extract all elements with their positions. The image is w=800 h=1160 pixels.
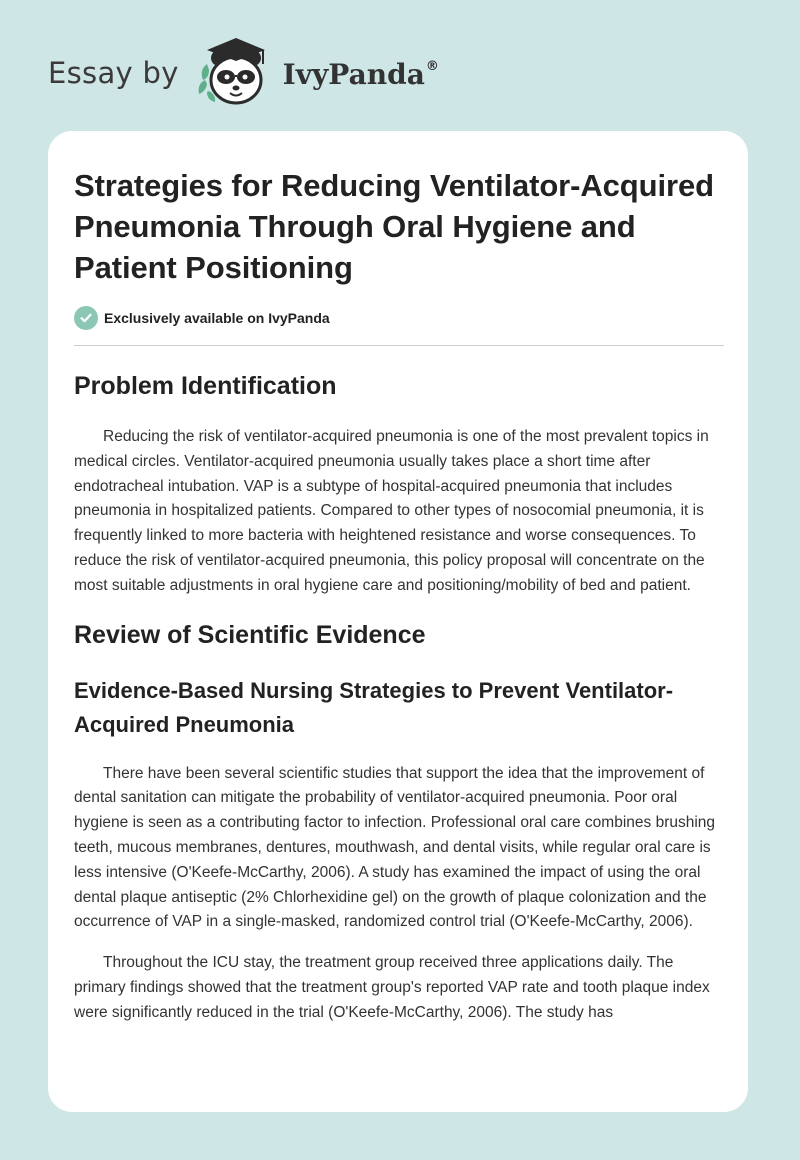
brand-name[interactable]: IvyPanda® bbox=[282, 57, 439, 91]
essay-by-label: Essay by bbox=[48, 56, 179, 90]
panda-logo-icon[interactable] bbox=[193, 34, 279, 108]
subsection-heading-strategies: Evidence-Based Nursing Strategies to Prevent Ventilator-Acquired Pneumonia bbox=[74, 677, 674, 737]
essay-content bbox=[74, 165, 724, 1026]
essay-title: Strategies for Reducing Ventilator-Acquired Pneumonia Through Oral Hygiene and Patient Positioning bbox=[74, 168, 714, 285]
paragraph-problem: Reducing the risk of ventilator-acquired pneumonia is one of the most prevalent topics in medical circles. Ventilator-acquired pneumonia usually takes place a short time after endotracheal intubation. VAP is a subtype of hospital-acquired pneumonia that includes pneumonia in hospitalized patients. Compared to other types of nosocomial pneumonia, it is frequently linked to more bacteria with heightened resistance and worse consequences. To reduce the risk of ventilator-acquired pneumonia, this policy proposal will concentrate on the most suitable adjustments in oral hygiene care and positioning/mobility of bed and patient. bbox=[74, 428, 709, 594]
section-heading-problem: Problem Identification bbox=[74, 372, 337, 400]
paragraph-icu: Throughout the ICU stay, the treatment group received three applications daily. The primary findings showed that the treatment group's reported VAP rate and tooth plaque index were significantly reduced in the trial (O'Keefe-McCarthy, 2006). The study has bbox=[74, 954, 710, 1021]
registered-mark: ® bbox=[425, 58, 439, 74]
check-icon bbox=[74, 306, 98, 330]
exclusive-badge bbox=[74, 306, 724, 330]
essay-card bbox=[48, 131, 748, 1112]
divider bbox=[74, 345, 724, 346]
section-heading-review: Review of Scientific Evidence bbox=[74, 620, 426, 649]
paragraph-evidence: There have been several scientific studies that support the idea that the improvement of dental sanitation can mitigate the probability of ventilator-acquired pneumonia. Poor oral hygiene is seen as a contributing factor to infection. Professional oral care combines brushing teeth, mucous membranes, dentures, mouthwash, and dental visits, while regular oral care is less intensive (O'Keefe-McCarthy, 2006). A study has examined the impact of using the oral dental plaque antiseptic (2% Chlorhexidine gel) on the growth of plaque colonization and the occurrence of VAP in a single-masked, randomized control trial (O'Keefe-McCarthy, 2006). bbox=[74, 764, 716, 931]
exclusive-badge-text: Exclusively available on IvyPanda bbox=[104, 310, 330, 326]
site-header bbox=[48, 34, 439, 108]
